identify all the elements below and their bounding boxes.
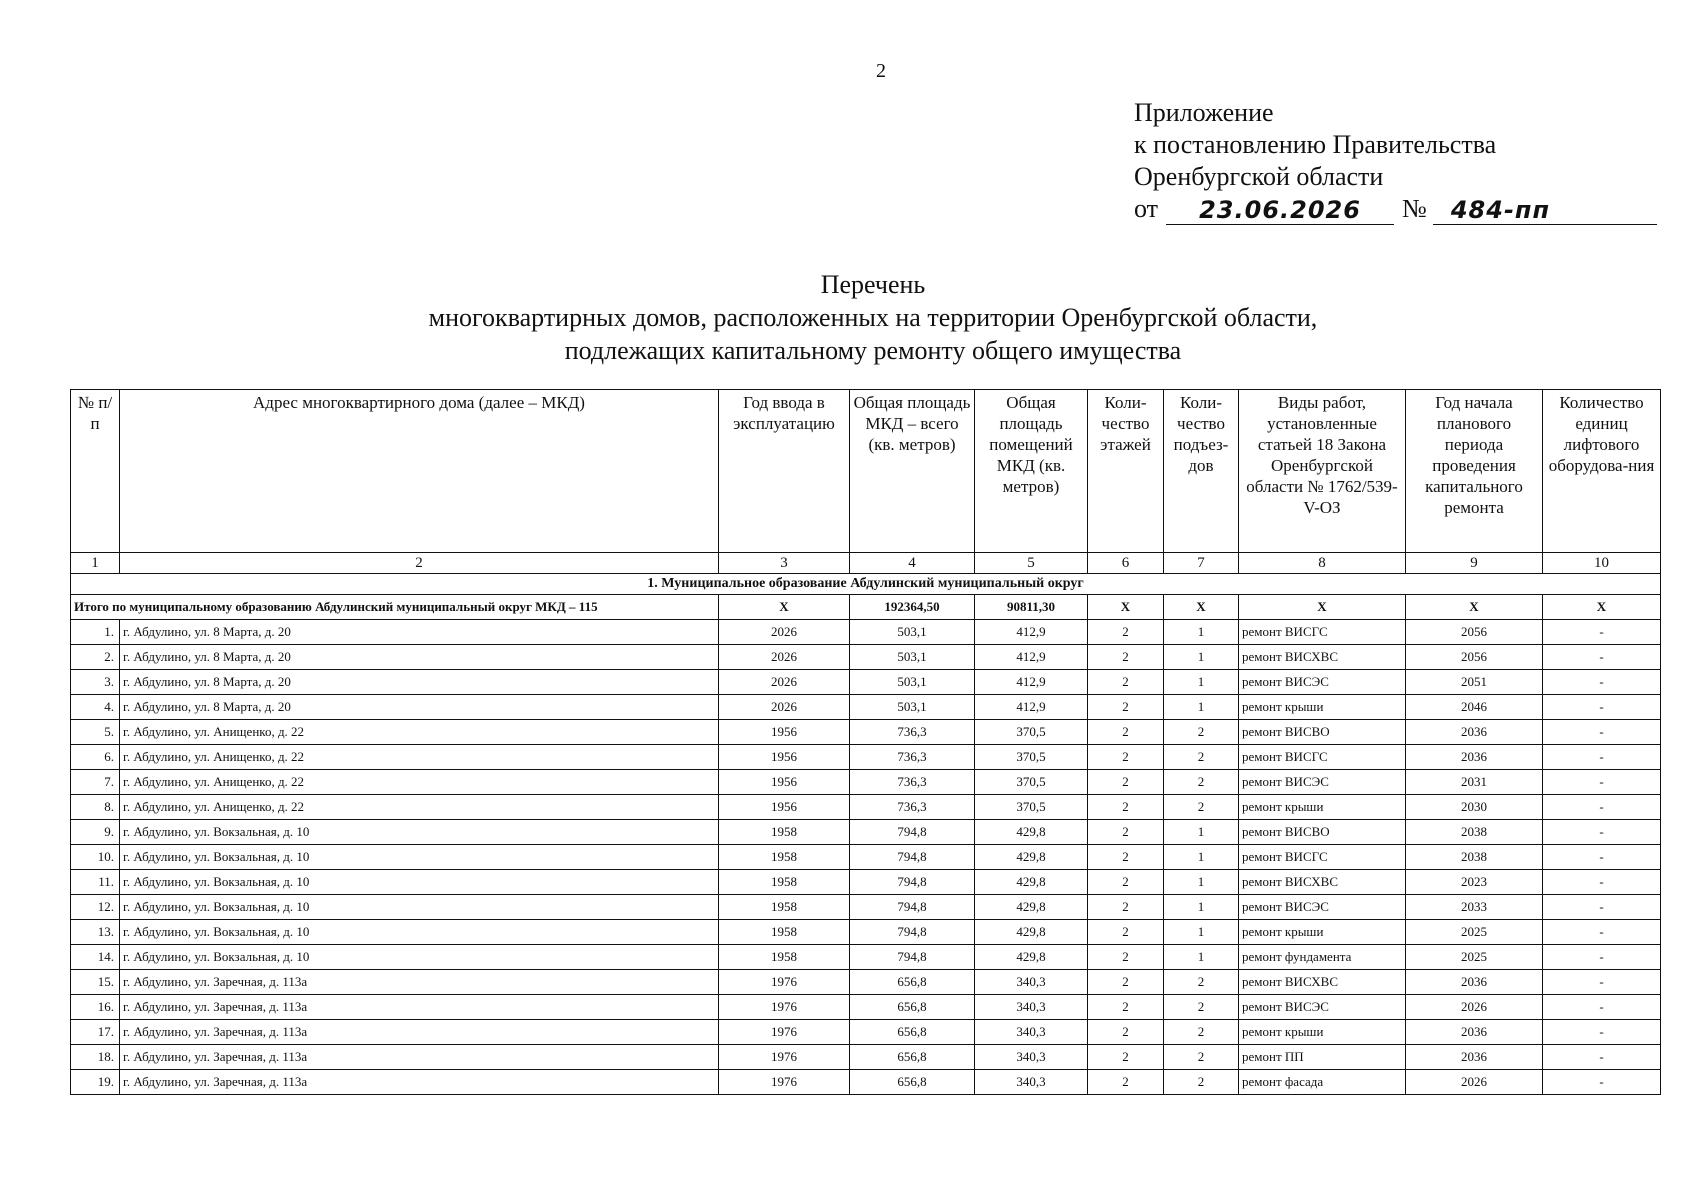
start-year-cell: 2026 (1406, 995, 1543, 1020)
total-area-cell: 656,8 (850, 1070, 975, 1095)
elevators-cell: - (1543, 670, 1661, 695)
year-cell: 2026 (719, 645, 850, 670)
start-year-cell: 2051 (1406, 670, 1543, 695)
total-area-cell: 794,8 (850, 870, 975, 895)
floors-cell: 2 (1088, 720, 1164, 745)
total-area: 192364,50 (850, 595, 975, 620)
elevators-cell: - (1543, 695, 1661, 720)
table-row (71, 870, 1661, 895)
total-area-cell: 656,8 (850, 995, 975, 1020)
total-area-cell: 503,1 (850, 645, 975, 670)
entrances-cell: 2 (1164, 770, 1239, 795)
start-year-cell: 2038 (1406, 845, 1543, 870)
year-cell: 1958 (719, 945, 850, 970)
column-number: 3 (719, 553, 850, 574)
table-row (71, 920, 1661, 945)
start-year-cell: 2025 (1406, 920, 1543, 945)
entrances-cell: 1 (1164, 670, 1239, 695)
year-cell: 2026 (719, 620, 850, 645)
floors-cell: 2 (1088, 1045, 1164, 1070)
entrances-cell: 2 (1164, 1020, 1239, 1045)
premises-area-cell: 429,8 (975, 820, 1088, 845)
elevators-cell: - (1543, 795, 1661, 820)
row-number: 19. (71, 1070, 120, 1095)
address-cell: г. Абдулино, ул. Анищенко, д. 22 (120, 795, 719, 820)
premises-area-cell: 370,5 (975, 745, 1088, 770)
table-row (71, 895, 1661, 920)
floors-cell: 2 (1088, 620, 1164, 645)
work-type-cell: ремонт ВИСЭС (1239, 895, 1406, 920)
entrances-cell: 2 (1164, 1070, 1239, 1095)
address-cell: г. Абдулино, ул. 8 Марта, д. 20 (120, 670, 719, 695)
header-cell: Коли-чество подъез-дов (1164, 390, 1239, 553)
row-number: 16. (71, 995, 120, 1020)
table-row (71, 1045, 1661, 1070)
row-number: 11. (71, 870, 120, 895)
table-row (71, 745, 1661, 770)
row-number: 14. (71, 945, 120, 970)
row-number: 2. (71, 645, 120, 670)
row-number: 1. (71, 620, 120, 645)
elevators-cell: - (1543, 820, 1661, 845)
elevators-cell: - (1543, 920, 1661, 945)
title-line-3: подлежащих капитальному ремонту общего имущества (564, 336, 1182, 365)
table-row (71, 770, 1661, 795)
total-floors: Х (1088, 595, 1164, 620)
table-row (71, 620, 1661, 645)
entrances-cell: 1 (1164, 645, 1239, 670)
row-number: 4. (71, 695, 120, 720)
premises-area-cell: 412,9 (975, 670, 1088, 695)
year-cell: 1956 (719, 720, 850, 745)
start-year-cell: 2036 (1406, 745, 1543, 770)
floors-cell: 2 (1088, 670, 1164, 695)
floors-cell: 2 (1088, 820, 1164, 845)
total-row (71, 595, 1661, 620)
table-row (71, 820, 1661, 845)
start-year-cell: 2036 (1406, 1020, 1543, 1045)
total-area-cell: 503,1 (850, 670, 975, 695)
total-area-cell: 794,8 (850, 895, 975, 920)
elevators-cell: - (1543, 1070, 1661, 1095)
total-area-cell: 794,8 (850, 820, 975, 845)
premises-area-cell: 340,3 (975, 1020, 1088, 1045)
work-type-cell: ремонт ПП (1239, 1045, 1406, 1070)
year-cell: 1976 (719, 1070, 850, 1095)
work-type-cell: ремонт ВИСХВС (1239, 970, 1406, 995)
table-row (71, 670, 1661, 695)
header-cell: Коли-чество этажей (1088, 390, 1164, 553)
floors-cell: 2 (1088, 920, 1164, 945)
entrances-cell: 1 (1164, 895, 1239, 920)
elevators-cell: - (1543, 895, 1661, 920)
header-cell: Адрес многоквартирного дома (далее – МКД) (120, 390, 719, 553)
row-number: 6. (71, 745, 120, 770)
floors-cell: 2 (1088, 770, 1164, 795)
elevators-cell: - (1543, 745, 1661, 770)
start-year-cell: 2030 (1406, 795, 1543, 820)
row-number: 18. (71, 1045, 120, 1070)
decree-date-number-line (1134, 193, 1657, 225)
row-number: 12. (71, 895, 120, 920)
total-area-cell: 503,1 (850, 695, 975, 720)
work-type-cell: ремонт крыши (1239, 1020, 1406, 1045)
entrances-cell: 1 (1164, 845, 1239, 870)
column-number: 6 (1088, 553, 1164, 574)
address-cell: г. Абдулино, ул. Заречная, д. 113а (120, 970, 719, 995)
table-row (71, 945, 1661, 970)
floors-cell: 2 (1088, 695, 1164, 720)
elevators-cell: - (1543, 1020, 1661, 1045)
floors-cell: 2 (1088, 795, 1164, 820)
entrances-cell: 1 (1164, 945, 1239, 970)
start-year-cell: 2025 (1406, 945, 1543, 970)
row-number: 3. (71, 670, 120, 695)
address-cell: г. Абдулино, ул. Анищенко, д. 22 (120, 720, 719, 745)
row-number: 15. (71, 970, 120, 995)
header-cell: Виды работ, установленные статьей 18 Закона Оренбургской области № 1762/539-V-ОЗ (1239, 390, 1406, 553)
entrances-cell: 2 (1164, 1045, 1239, 1070)
header-row (71, 390, 1661, 553)
year-cell: 1976 (719, 970, 850, 995)
entrances-cell: 2 (1164, 720, 1239, 745)
appendix-decree-ref: к постановлению Правительства (1134, 130, 1497, 159)
total-elevators: Х (1543, 595, 1661, 620)
table-row (71, 995, 1661, 1020)
row-number: 8. (71, 795, 120, 820)
table-row (71, 845, 1661, 870)
premises-area-cell: 340,3 (975, 970, 1088, 995)
year-cell: 2026 (719, 695, 850, 720)
header-cell: Общая площадь МКД – всего (кв. метров) (850, 390, 975, 553)
work-type-cell: ремонт ВИСХВС (1239, 870, 1406, 895)
table-row (71, 1020, 1661, 1045)
section-row (71, 574, 1661, 595)
premises-area-cell: 429,8 (975, 945, 1088, 970)
year-cell: 1976 (719, 995, 850, 1020)
total-area-cell: 794,8 (850, 945, 975, 970)
year-cell: 2026 (719, 670, 850, 695)
floors-cell: 2 (1088, 745, 1164, 770)
entrances-cell: 1 (1164, 695, 1239, 720)
floors-cell: 2 (1088, 1020, 1164, 1045)
year-cell: 1976 (719, 1020, 850, 1045)
row-number: 13. (71, 920, 120, 945)
total-area-cell: 794,8 (850, 845, 975, 870)
total-work: Х (1239, 595, 1406, 620)
row-number: 9. (71, 820, 120, 845)
address-cell: г. Абдулино, ул. Вокзальная, д. 10 (120, 920, 719, 945)
entrances-cell: 2 (1164, 995, 1239, 1020)
year-cell: 1956 (719, 745, 850, 770)
start-year-cell: 2056 (1406, 620, 1543, 645)
entrances-cell: 1 (1164, 620, 1239, 645)
start-year-cell: 2036 (1406, 720, 1543, 745)
start-year-cell: 2023 (1406, 870, 1543, 895)
work-type-cell: ремонт ВИСГС (1239, 620, 1406, 645)
premises-area-cell: 429,8 (975, 845, 1088, 870)
year-cell: 1976 (719, 1045, 850, 1070)
decree-date: 23.06.2026 (1166, 196, 1394, 225)
page-number: 2 (876, 60, 886, 82)
total-label: Итого по муниципальному образованию Абдулинский муниципальный округ МКД – 115 (71, 595, 719, 620)
address-cell: г. Абдулино, ул. Вокзальная, д. 10 (120, 895, 719, 920)
work-type-cell: ремонт крыши (1239, 795, 1406, 820)
address-cell: г. Абдулино, ул. Вокзальная, д. 10 (120, 870, 719, 895)
elevators-cell: - (1543, 720, 1661, 745)
table-row (71, 1070, 1661, 1095)
table-row (71, 645, 1661, 670)
work-type-cell: ремонт ВИСГС (1239, 845, 1406, 870)
premises-area-cell: 370,5 (975, 720, 1088, 745)
total-area-cell: 794,8 (850, 920, 975, 945)
entrances-cell: 2 (1164, 970, 1239, 995)
work-type-cell: ремонт крыши (1239, 920, 1406, 945)
total-year: Х (719, 595, 850, 620)
header-cell: Год ввода в эксплуатацию (719, 390, 850, 553)
start-year-cell: 2033 (1406, 895, 1543, 920)
premises-area-cell: 340,3 (975, 995, 1088, 1020)
floors-cell: 2 (1088, 995, 1164, 1020)
elevators-cell: - (1543, 620, 1661, 645)
total-start-year: Х (1406, 595, 1543, 620)
start-year-cell: 2046 (1406, 695, 1543, 720)
column-number: 8 (1239, 553, 1406, 574)
address-cell: г. Абдулино, ул. 8 Марта, д. 20 (120, 645, 719, 670)
total-premises-area: 90811,30 (975, 595, 1088, 620)
entrances-cell: 1 (1164, 920, 1239, 945)
year-cell: 1956 (719, 770, 850, 795)
document-title (0, 268, 1698, 367)
table-row (71, 795, 1661, 820)
floors-cell: 2 (1088, 645, 1164, 670)
total-area-cell: 656,8 (850, 970, 975, 995)
total-area-cell: 736,3 (850, 770, 975, 795)
column-number: 5 (975, 553, 1088, 574)
work-type-cell: ремонт ВИСГС (1239, 745, 1406, 770)
start-year-cell: 2038 (1406, 820, 1543, 845)
appendix-heading: Приложение (1134, 98, 1274, 127)
elevators-cell: - (1543, 970, 1661, 995)
floors-cell: 2 (1088, 1070, 1164, 1095)
table-row (71, 720, 1661, 745)
total-area-cell: 503,1 (850, 620, 975, 645)
start-year-cell: 2056 (1406, 645, 1543, 670)
address-cell: г. Абдулино, ул. Заречная, д. 113а (120, 1045, 719, 1070)
address-cell: г. Абдулино, ул. Заречная, д. 113а (120, 995, 719, 1020)
title-line-1: Перечень (820, 270, 926, 299)
decree-number: 484-пп (1433, 196, 1657, 225)
title-line-2: многоквартирных домов, расположенных на территории Оренбургской области, (428, 303, 1318, 332)
floors-cell: 2 (1088, 870, 1164, 895)
row-number: 5. (71, 720, 120, 745)
entrances-cell: 2 (1164, 795, 1239, 820)
address-cell: г. Абдулино, ул. 8 Марта, д. 20 (120, 620, 719, 645)
year-cell: 1958 (719, 895, 850, 920)
address-cell: г. Абдулино, ул. Заречная, д. 113а (120, 1020, 719, 1045)
premises-area-cell: 429,8 (975, 870, 1088, 895)
premises-area-cell: 412,9 (975, 645, 1088, 670)
work-type-cell: ремонт ВИСЭС (1239, 670, 1406, 695)
address-cell: г. Абдулино, ул. Вокзальная, д. 10 (120, 820, 719, 845)
elevators-cell: - (1543, 870, 1661, 895)
column-numbers-row (71, 553, 1661, 574)
address-cell: г. Абдулино, ул. Заречная, д. 113а (120, 1070, 719, 1095)
row-number: 7. (71, 770, 120, 795)
table-row (71, 695, 1661, 720)
total-entrances: Х (1164, 595, 1239, 620)
from-label: от (1134, 194, 1159, 223)
work-type-cell: ремонт ВИСВО (1239, 720, 1406, 745)
premises-area-cell: 429,8 (975, 920, 1088, 945)
section-title: 1. Муниципальное образование Абдулинский муниципальный округ (71, 574, 1661, 595)
premises-area-cell: 340,3 (975, 1045, 1088, 1070)
work-type-cell: ремонт ВИСХВС (1239, 645, 1406, 670)
year-cell: 1958 (719, 845, 850, 870)
premises-area-cell: 340,3 (975, 1070, 1088, 1095)
column-number: 2 (120, 553, 719, 574)
premises-area-cell: 412,9 (975, 695, 1088, 720)
work-type-cell: ремонт фундамента (1239, 945, 1406, 970)
address-cell: г. Абдулино, ул. 8 Марта, д. 20 (120, 695, 719, 720)
floors-cell: 2 (1088, 895, 1164, 920)
year-cell: 1956 (719, 795, 850, 820)
total-area-cell: 656,8 (850, 1045, 975, 1070)
work-type-cell: ремонт ВИСЭС (1239, 995, 1406, 1020)
elevators-cell: - (1543, 845, 1661, 870)
elevators-cell: - (1543, 770, 1661, 795)
start-year-cell: 2031 (1406, 770, 1543, 795)
work-type-cell: ремонт крыши (1239, 695, 1406, 720)
premises-area-cell: 370,5 (975, 795, 1088, 820)
start-year-cell: 2036 (1406, 1045, 1543, 1070)
address-cell: г. Абдулино, ул. Анищенко, д. 22 (120, 770, 719, 795)
premises-area-cell: 429,8 (975, 895, 1088, 920)
header-cell: № п/п (71, 390, 120, 553)
elevators-cell: - (1543, 645, 1661, 670)
elevators-cell: - (1543, 995, 1661, 1020)
address-cell: г. Абдулино, ул. Анищенко, д. 22 (120, 745, 719, 770)
work-type-cell: ремонт фасада (1239, 1070, 1406, 1095)
header-cell: Общая площадь помещений МКД (кв. метров) (975, 390, 1088, 553)
column-number: 4 (850, 553, 975, 574)
number-label: № (1402, 194, 1427, 223)
address-cell: г. Абдулино, ул. Вокзальная, д. 10 (120, 945, 719, 970)
start-year-cell: 2036 (1406, 970, 1543, 995)
premises-area-cell: 370,5 (975, 770, 1088, 795)
year-cell: 1958 (719, 820, 850, 845)
floors-cell: 2 (1088, 845, 1164, 870)
total-area-cell: 736,3 (850, 745, 975, 770)
header-cell: Количество единиц лифтового оборудова-ния (1543, 390, 1661, 553)
floors-cell: 2 (1088, 945, 1164, 970)
start-year-cell: 2026 (1406, 1070, 1543, 1095)
total-area-cell: 736,3 (850, 795, 975, 820)
column-number: 10 (1543, 553, 1661, 574)
elevators-cell: - (1543, 945, 1661, 970)
premises-area-cell: 412,9 (975, 620, 1088, 645)
appendix-region: Оренбургской области (1134, 162, 1384, 191)
appendix-block (1134, 97, 1657, 225)
column-number: 7 (1164, 553, 1239, 574)
total-area-cell: 736,3 (850, 720, 975, 745)
year-cell: 1958 (719, 870, 850, 895)
work-type-cell: ремонт ВИСЭС (1239, 770, 1406, 795)
header-cell: Год начала планового периода проведения капитального ремонта (1406, 390, 1543, 553)
work-type-cell: ремонт ВИСВО (1239, 820, 1406, 845)
year-cell: 1958 (719, 920, 850, 945)
total-area-cell: 656,8 (850, 1020, 975, 1045)
address-cell: г. Абдулино, ул. Вокзальная, д. 10 (120, 845, 719, 870)
row-number: 17. (71, 1020, 120, 1045)
houses-table (70, 389, 1661, 1095)
entrances-cell: 1 (1164, 820, 1239, 845)
column-number: 1 (71, 553, 120, 574)
entrances-cell: 2 (1164, 745, 1239, 770)
table-row (71, 970, 1661, 995)
row-number: 10. (71, 845, 120, 870)
floors-cell: 2 (1088, 970, 1164, 995)
column-number: 9 (1406, 553, 1543, 574)
elevators-cell: - (1543, 1045, 1661, 1070)
entrances-cell: 1 (1164, 870, 1239, 895)
